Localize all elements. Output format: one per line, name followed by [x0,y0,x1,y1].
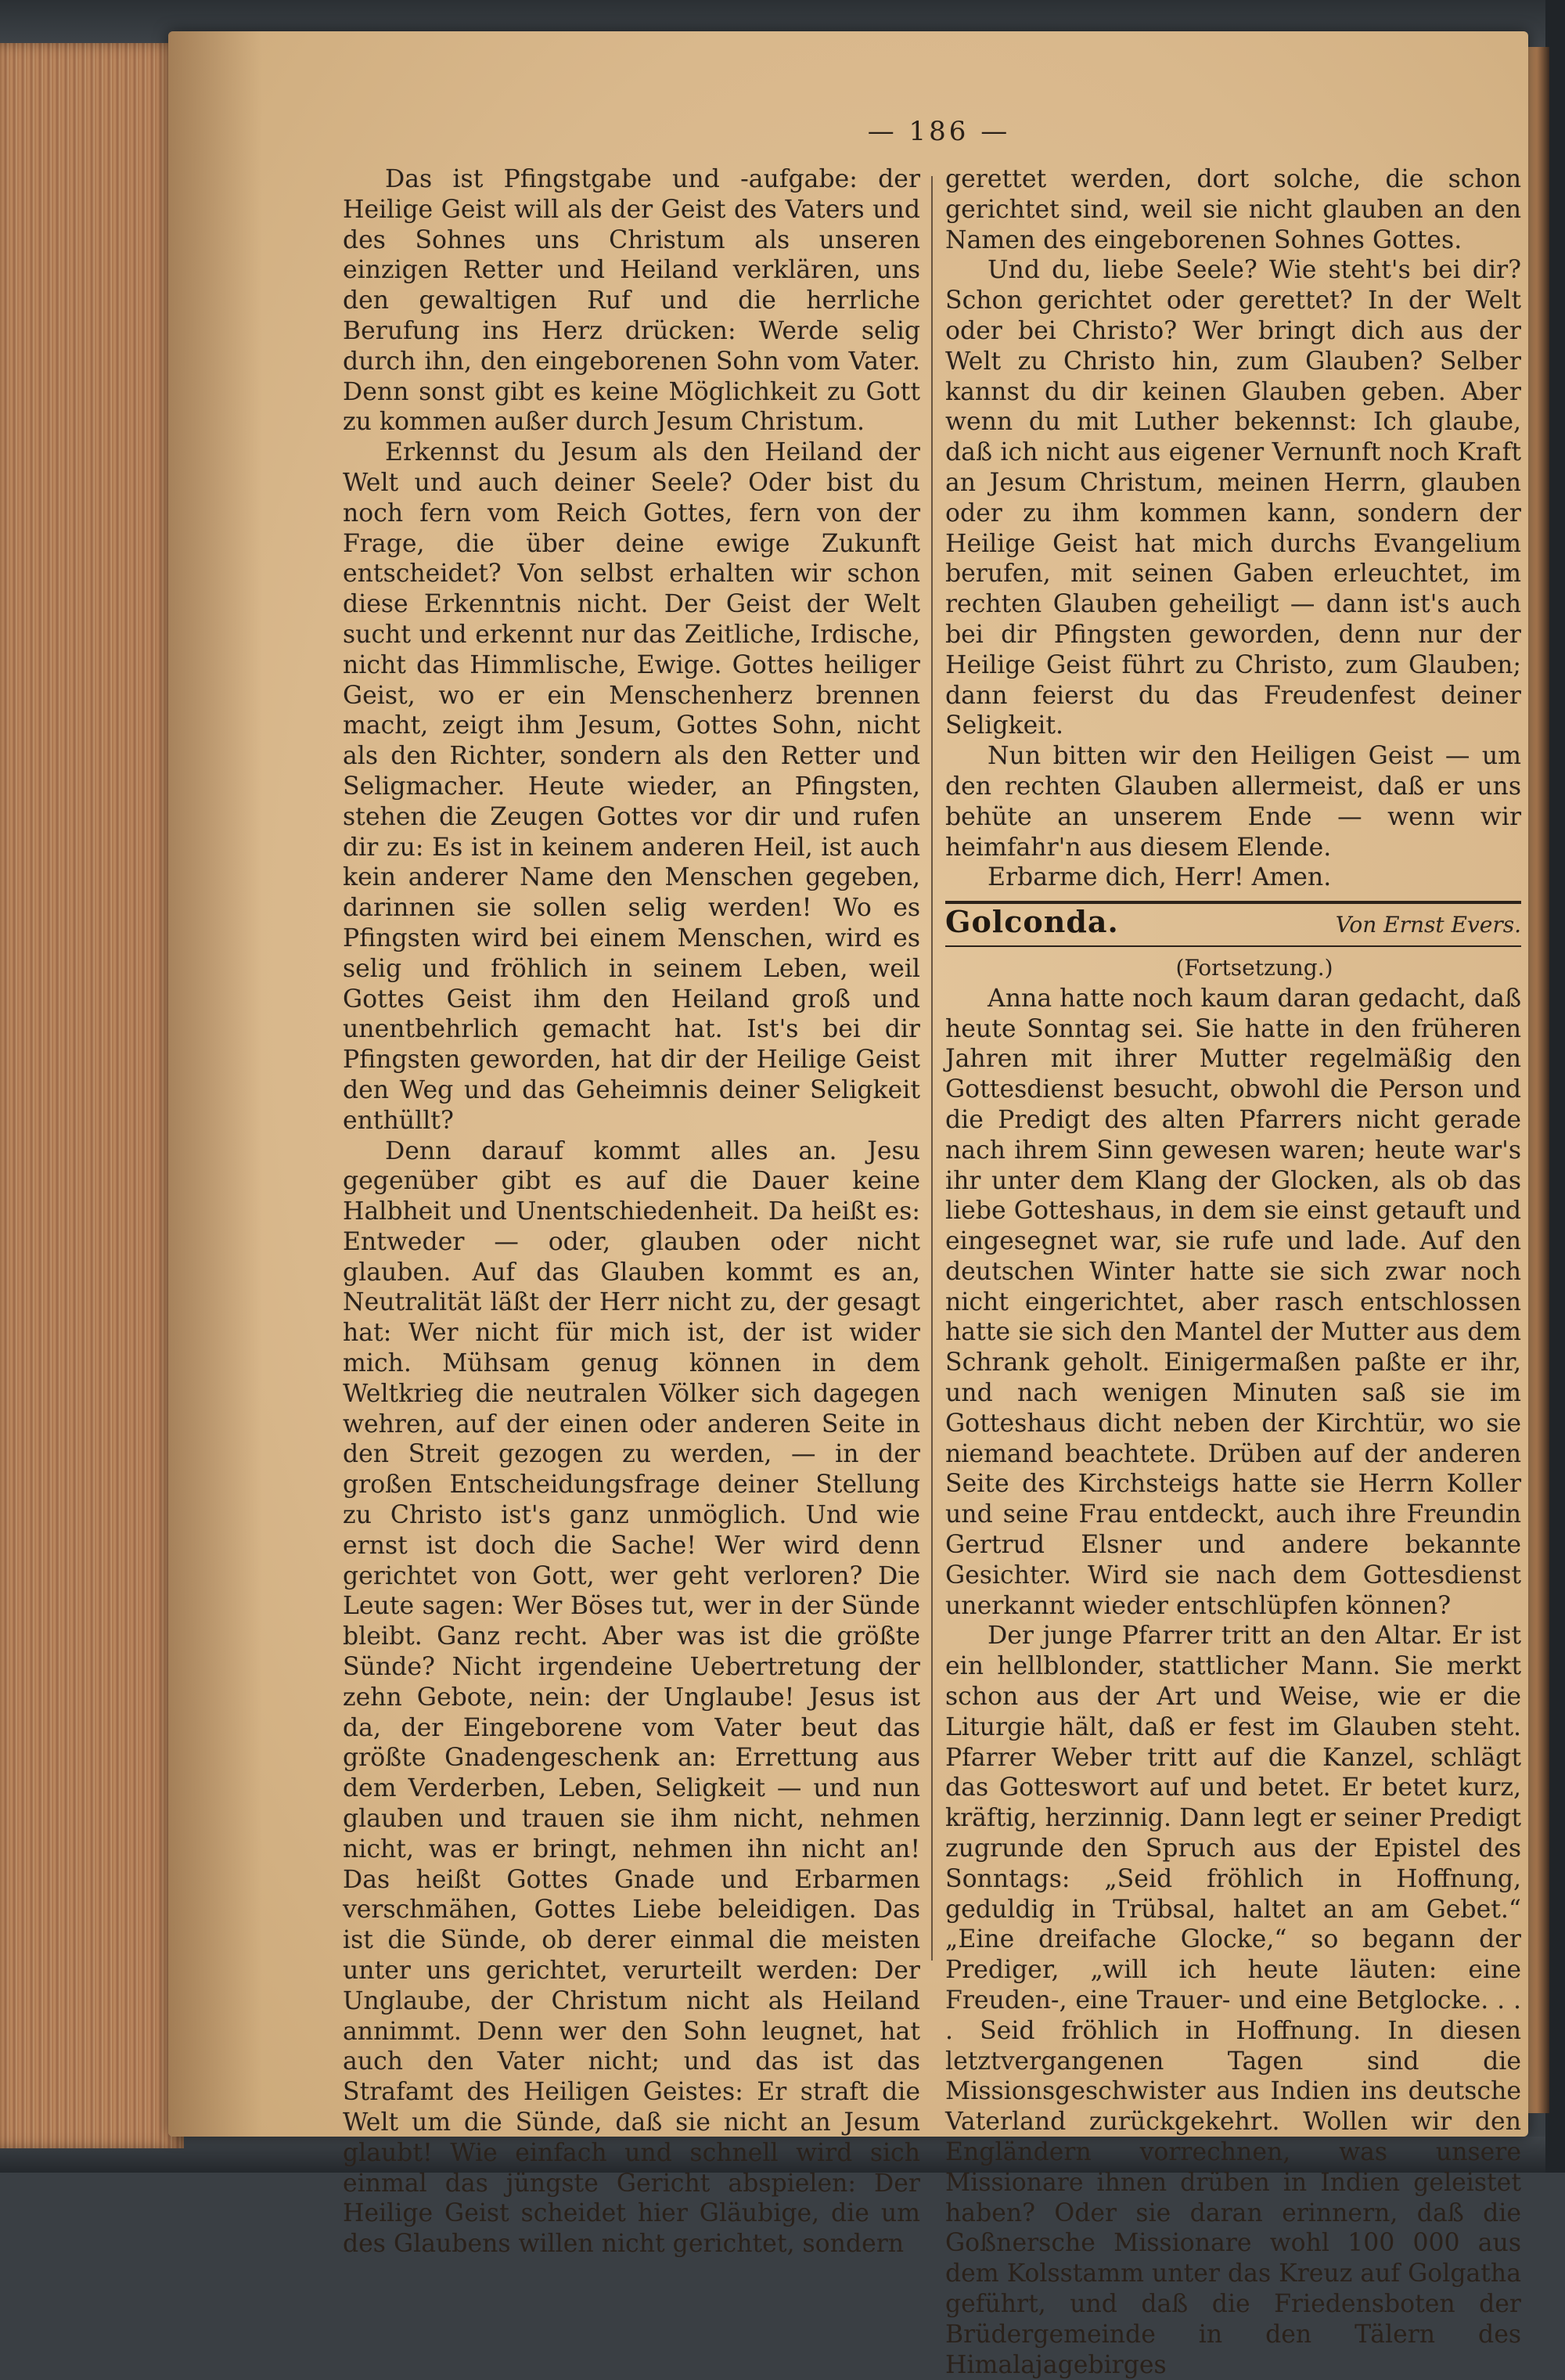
story-author: Von Ernst Evers. [1335,912,1521,938]
story-paragraph: Anna hatte noch kaum daran gedacht, daß heute Sonntag sei. Sie hatte in den früheren Jahren mit ihrer Mutter regelmäßig den Gottesdienst besucht, obwohl die Person und die Predigt des alten Pfarrers nicht gerade nach ihrem Sinn gewesen waren; heute war's ihr unter dem Klang der Glocken, als ob das liebe Gotteshaus, in dem sie einst getauft und eingesegnet war, sie rufe und lade. Auf den deutschen Winter hatte sie sich zwar noch nicht eingerichtet, aber rasch entschlossen hatte sie sich den Mantel der Mutter aus dem Schrank geholt. Einigermaßen paßte er ihr, und nach wenigen Minuten saß sie im Gotteshaus dicht neben der Kirchtür, wo sie niemand beachtete. Drüben auf der anderen Seite des Kirchsteigs hatte sie Herrn Koller und seine Frau entdeckt, auch ihre Freundin Gertrud Elsner und andere bekannte Gesichter. Wird sie nach dem Gottesdienst unerkannt wieder entschlüpfen können? [945,984,1521,1620]
right-paragraph: Nun bitten wir den Heiligen Geist — um den rechten Glauben allermeist, daß er uns behüte an unserem Ende — wenn wir heimfahr'n aus diesem Elende. [945,742,1521,862]
left-column [343,164,920,2259]
continued-note: (Fortsetzung.) [1175,954,1333,981]
right-column [945,164,1521,2380]
book-page-edges [0,43,184,2148]
column-divider [931,176,933,1961]
story-header [945,904,1521,945]
right-paragraph: Und du, liebe Seele? Wie steht's bei dir? Schon gerichtet oder gerettet? In der Welt oder bei Christo? Wer bringt dich aus der Welt zu Christo hin, zum Glauben? Selber kannst du dir keinen Glauben geben. Aber wenn du mit Luther bekennst: Ich glaube, daß ich nicht aus eigener Vernunft noch Kraft an Jesum Christum, meinen Herrn, glauben oder zu ihm kommen kann, sondern der Heilige Geist hat mich durchs Evangelium berufen, mit seinen Gaben erleuchtet, im rechten Glauben geheiligt — dann ist's auch bei dir Pfingsten geworden, denn nur der Heilige Geist führt zu Christo, zum Glauben; dann feierst du das Freudenfest deiner Seligkeit. [945,256,1521,740]
left-paragraph: Denn darauf kommt alles an. Jesu gegenüber gibt es auf die Dauer keine Halbheit und Unentschiedenheit. Da heißt es: Entweder — oder, glauben oder nicht glauben. Auf das Glauben kommt es an, Neutralität läßt der Herr nicht zu, der gesagt hat: Wer nicht für mich ist, der ist wider mich. Mühsam genug können in dem Weltkrieg die neutralen Völker sich dagegen wehren, auf der einen oder anderen Seite in den Streit gezogen zu werden, — in der großen Entscheidungsfrage deiner Stellung zu Christo ist's ganz unmöglich. Und wie ernst ist doch die Sache! Wer wird denn gerichtet von Gott, wer geht verloren? Die Leute sagen: Wer Böses tut, wer in der Sünde bleibt. Ganz recht. Aber was ist die größte Sünde? Nicht irgendeine Uebertretung der zehn Gebote, nein: der Unglaube! Jesus ist da, der Eingeborene vom Vater beut das größte Gnadengeschenk an: Errettung aus dem Verderben, Leben, Seligkeit — und nun glauben und trauen sie ihm nicht, nehmen nicht, was er bringt, nehmen ihn nicht an! Das heißt Gottes Gnade und Erbarmen verschmähen, Gottes Liebe beleidigen. Das ist die Sünde, ob derer einmal die meisten unter uns gerichtet, verurteilt werden: Der Unglaube, der Christum nicht als Heiland annimmt. Denn wer den Sohn leugnet, hat auch den Vater nicht; und das ist das Strafamt des Heiligen Geistes: Er straft die Welt um die Sünde, daß sie nicht an Jesum glaubt! Wie einfach und schnell wird sich einmal das jüngste Gericht abspielen: Der Heilige Geist scheidet hier Gläubige, die um des Glaubens willen nicht gerichtet, sondern [343,1136,920,2259]
left-paragraph: Das ist Pfingstgabe und -aufgabe: der Heilige Geist will als der Geist des Vaters und des Sohnes uns Christum als unseren einzigen Retter und Heiland verklären, uns den gewaltigen Ruf und die herrliche Berufung ins Herz drücken: Werde selig durch ihn, den eingeborenen Sohn vom Vater. Denn sonst gibt es keine Möglichkeit zu Gott zu kommen außer durch Jesum Christum. [343,165,920,437]
gutter-shadow [168,31,262,2137]
continued-paragraph: gerettet werden, dort solche, die schon gerichtet sind, weil sie nicht glauben an den Namen des eingeborenen Sohnes Gottes. [945,165,1521,254]
story-title: Golconda. [945,904,1119,940]
page-number: — 186 — [867,116,1011,147]
closing-line: Erbarme dich, Herr! Amen. [988,863,1332,892]
left-paragraph: Erkennst du Jesum als den Heiland der Welt und auch deiner Seele? Oder bist du noch fern vom Reich Gottes, fern von der Frage, die über deine ewige Zukunft entscheidet? Von selbst erhalten wir schon diese Erkenntnis nicht. Der Geist der Welt sucht und erkennt nur das Zeitliche, Irdische, nicht das Himmlische, Ewige. Gottes heiliger Geist, wo er ein Menschenherz brennen macht, zeigt ihm Jesum, Gottes Sohn, nicht als den Richter, sondern als den Retter und Seligmacher. Heute wieder, an Pfingsten, stehen die Zeugen Gottes vor dir und rufen dir zu: Es ist in keinem anderen Heil, ist auch kein anderer Name den Menschen gegeben, darinnen sie sollen selig werden! Wo es Pfingsten wird bei einem Menschen, wird es selig und fröhlich in seinem Leben, weil Gottes Geist ihm den Heiland groß und unentbehrlich gemacht hat. Ist's bei dir Pfingsten geworden, hat dir der Heilige Geist den Weg und das Geheimnis deiner Seligkeit enthüllt? [343,438,920,1135]
story-paragraph: Der junge Pfarrer tritt an den Altar. Er ist ein hellblonder, stattlicher Mann. Sie merkt schon aus der Art und Weise, wie er die Liturgie hält, daß er fest im Glauben steht. Pfarrer Weber tritt auf die Kanzel, schlägt das Gotteswort auf und betet. Er betet kurz, kräftig, herzinnig. Dann legt er seiner Predigt zugrunde den Spruch aus der Epistel des Sonntags: „Seid fröhlich in Hoffnung, geduldig in Trübsal, haltet an am Gebet.“ „Eine dreifache Glocke,“ so begann der Prediger, „will ich heute läuten: eine Freuden-, eine Trauer- und eine Betglocke. . . . Seid fröhlich in Hoffnung. In diesen letztvergangenen Tagen sind die Missionsgeschwister aus Indien ins deutsche Vaterland zurückgekehrt. Wollen wir den Engländern vorrechnen, was unsere Missionare ihnen drüben in Indien geleistet haben? Oder sie daran erinnern, daß die Goßnersche Missionare wohl 100 000 aus dem Kolsstamm unter das Kreuz auf Golgatha geführt, und daß die Friedensboten der Brüdergemeinde in den Tälern des Himalajagebirges [945,1622,1521,2379]
story-rule-bottom [945,945,1521,947]
